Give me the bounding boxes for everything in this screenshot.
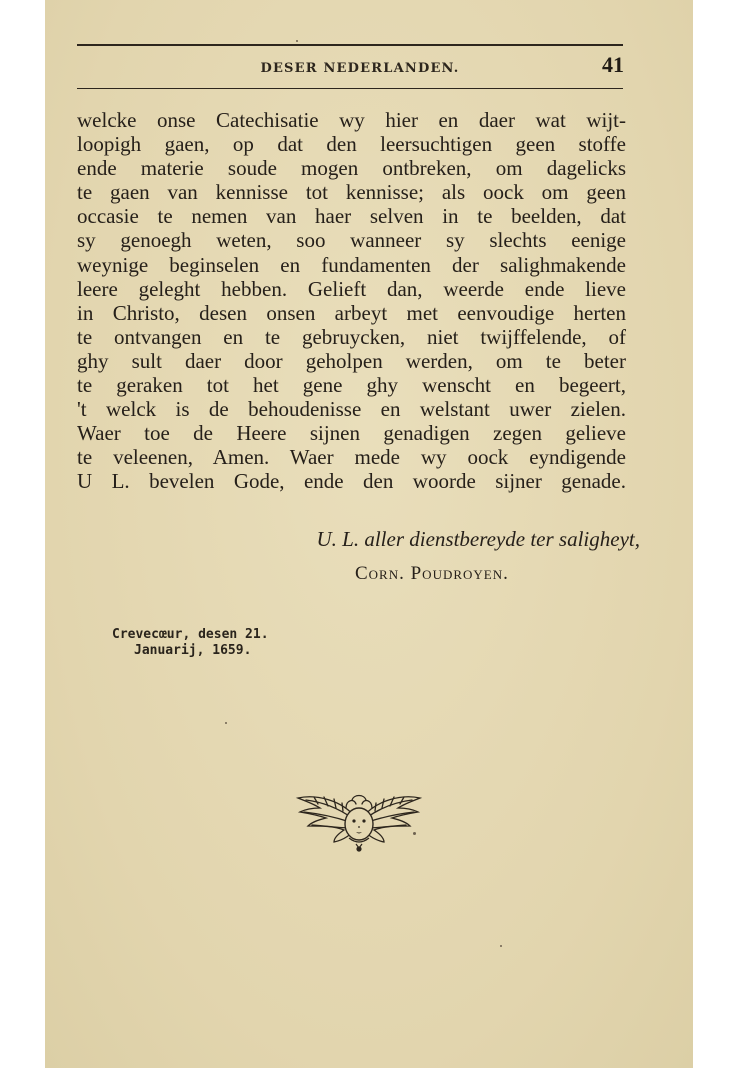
body-text (77, 108, 626, 494)
text-line: ende materie soude mogen ontbreken, om dagelicks (77, 156, 626, 181)
text-line: te veleenen, Amen. Waer mede wy oock eyndigende (77, 445, 626, 470)
place-date-line: Januarij, 1659. (134, 643, 252, 658)
text-line: in Christo, desen onsen arbeyt met eenvoudige herten (77, 300, 626, 325)
text-line: U L. bevelen Gode, ende den woorde sijner genade. (77, 469, 626, 494)
text-line: leere geleght hebben. Gelieft dan, weerde ende lieve (77, 276, 626, 301)
place-date (112, 627, 269, 659)
signature: Corn. Poudroyen. (355, 563, 509, 584)
paper-speck (225, 722, 227, 724)
text-line: ghy sult daer door geholpen werden, om te beter (77, 348, 626, 373)
header-top-rule (77, 44, 623, 46)
text-line: te geraken tot het gene ghy wenscht en begeert, (77, 373, 626, 398)
place-date-line: Crevecœur, desen 21. (112, 627, 269, 642)
page-number: 41 (602, 52, 624, 77)
paper-speck (296, 40, 298, 42)
text-line: occasie te nemen van haer selven in te beelden, dat (77, 204, 626, 229)
text-line: Waer toe de Heere sijnen genadigen zegen gelieve (77, 421, 626, 446)
text-line: te ontvangen en te gebruycken, niet twijffelende, of (77, 324, 626, 349)
header-bottom-rule (77, 88, 623, 89)
winged-cherub-icon (294, 788, 424, 860)
text-line: sy genoegh weten, soo wanneer sy slechts eenige (77, 228, 626, 253)
paper-speck (500, 945, 502, 947)
text-line: loopigh gaen, op dat den leersuchtigen geen stoffe (77, 132, 626, 157)
text-line: 't welck is de behoudenisse en welstant uwer zielen. (77, 397, 626, 422)
closing-salutation: U. L. aller dienstbereyde ter saligheyt, (316, 527, 640, 551)
text-line: welcke onse Catechisatie wy hier en daer wat wijt- (77, 108, 626, 132)
text-line: te gaen van kennisse tot kennisse; als oock om geen (77, 180, 626, 205)
running-head: DESER NEDERLANDEN. (260, 61, 460, 76)
text-line: weynige beginselen en fundamenten der salighmakende (77, 252, 626, 277)
paper-speck (413, 832, 416, 835)
